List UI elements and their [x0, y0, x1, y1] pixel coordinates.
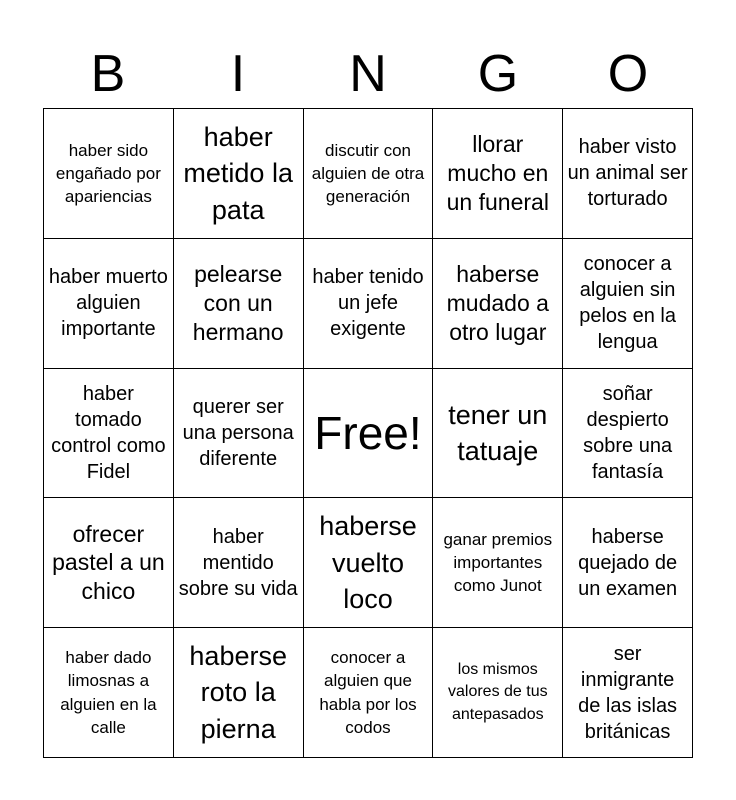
bingo-cell[interactable] — [174, 369, 304, 499]
bingo-cell-text: conocer a alguien sin pelos en la lengua — [579, 253, 676, 354]
bingo-cell-text: ofrecer pastel a un chico — [52, 520, 165, 605]
header-letter-b: B — [90, 45, 126, 103]
bingo-cell-text: haber sido engañado por apariencias — [55, 140, 161, 206]
bingo-cell[interactable] — [44, 498, 174, 628]
bingo-cell[interactable] — [44, 628, 174, 758]
bingo-cell[interactable] — [44, 369, 174, 499]
free-space-text: Free! — [314, 406, 422, 459]
bingo-cell-text: soñar despierto sobre una fantasía — [583, 382, 673, 483]
bingo-cell-text: los mismos valores de tus antepasados — [447, 661, 548, 723]
bingo-cell[interactable] — [563, 109, 693, 239]
bingo-cell[interactable] — [433, 628, 563, 758]
header-letter-n: N — [349, 45, 387, 103]
bingo-cell[interactable] — [44, 239, 174, 369]
bingo-cell[interactable] — [44, 109, 174, 239]
bingo-cell[interactable] — [563, 369, 693, 499]
bingo-cell[interactable] — [174, 109, 304, 239]
bingo-cell[interactable] — [433, 239, 563, 369]
bingo-cell-text: haber mentido sobre su vida — [178, 525, 298, 600]
header-letter-g: G — [477, 45, 519, 103]
bingo-cell[interactable] — [563, 239, 693, 369]
bingo-card-grid — [43, 108, 693, 758]
bingo-cell[interactable] — [563, 498, 693, 628]
bingo-cell[interactable] — [304, 498, 434, 628]
bingo-cell[interactable] — [304, 239, 434, 369]
bingo-cell-text: llorar mucho en un funeral — [446, 131, 549, 215]
bingo-cell-text: haberse roto la pierna — [189, 640, 287, 744]
bingo-cell[interactable] — [304, 628, 434, 758]
header-letter-i: I — [230, 45, 246, 103]
bingo-cell[interactable] — [304, 109, 434, 239]
bingo-cell[interactable] — [433, 369, 563, 499]
bingo-cell-text: querer ser una persona diferente — [182, 395, 294, 470]
bingo-cell-text: haber metido la pata — [183, 121, 293, 225]
header-letter-o: O — [607, 45, 649, 103]
bingo-cell-text: conocer a alguien que habla por los codos — [319, 648, 417, 737]
bingo-cell[interactable] — [433, 109, 563, 239]
bingo-cell-text: pelearse con un hermano — [192, 261, 284, 345]
bingo-cell[interactable] — [563, 628, 693, 758]
bingo-cell-text: haberse vuelto loco — [319, 511, 417, 614]
bingo-cell-text: ganar premios importantes como Junot — [443, 530, 553, 596]
bingo-header — [43, 40, 693, 108]
bingo-cell-text: haberse quejado de un examen — [578, 525, 678, 600]
bingo-cell-text: haber dado limosnas a alguien en la calle — [60, 648, 157, 737]
bingo-cell[interactable] — [174, 498, 304, 628]
bingo-cell-text: discutir con alguien de otra generación — [311, 140, 425, 206]
bingo-cell-text: tener un tatuaje — [448, 399, 548, 466]
bingo-cell-text: haber muerto alguien importante — [48, 266, 168, 341]
free-space-cell[interactable] — [304, 369, 434, 499]
bingo-cell-text: haber tomado control como Fidel — [51, 382, 166, 483]
bingo-cell[interactable] — [174, 239, 304, 369]
bingo-cell[interactable] — [433, 498, 563, 628]
bingo-cell-text: haber visto un animal ser torturado — [567, 136, 688, 211]
bingo-cell[interactable] — [174, 628, 304, 758]
bingo-cell-text: haber tenido un jefe exigente — [312, 266, 424, 341]
bingo-cell-text: ser inmigrante de las islas británicas — [578, 642, 678, 743]
bingo-cell-text: haberse mudado a otro lugar — [446, 261, 549, 345]
